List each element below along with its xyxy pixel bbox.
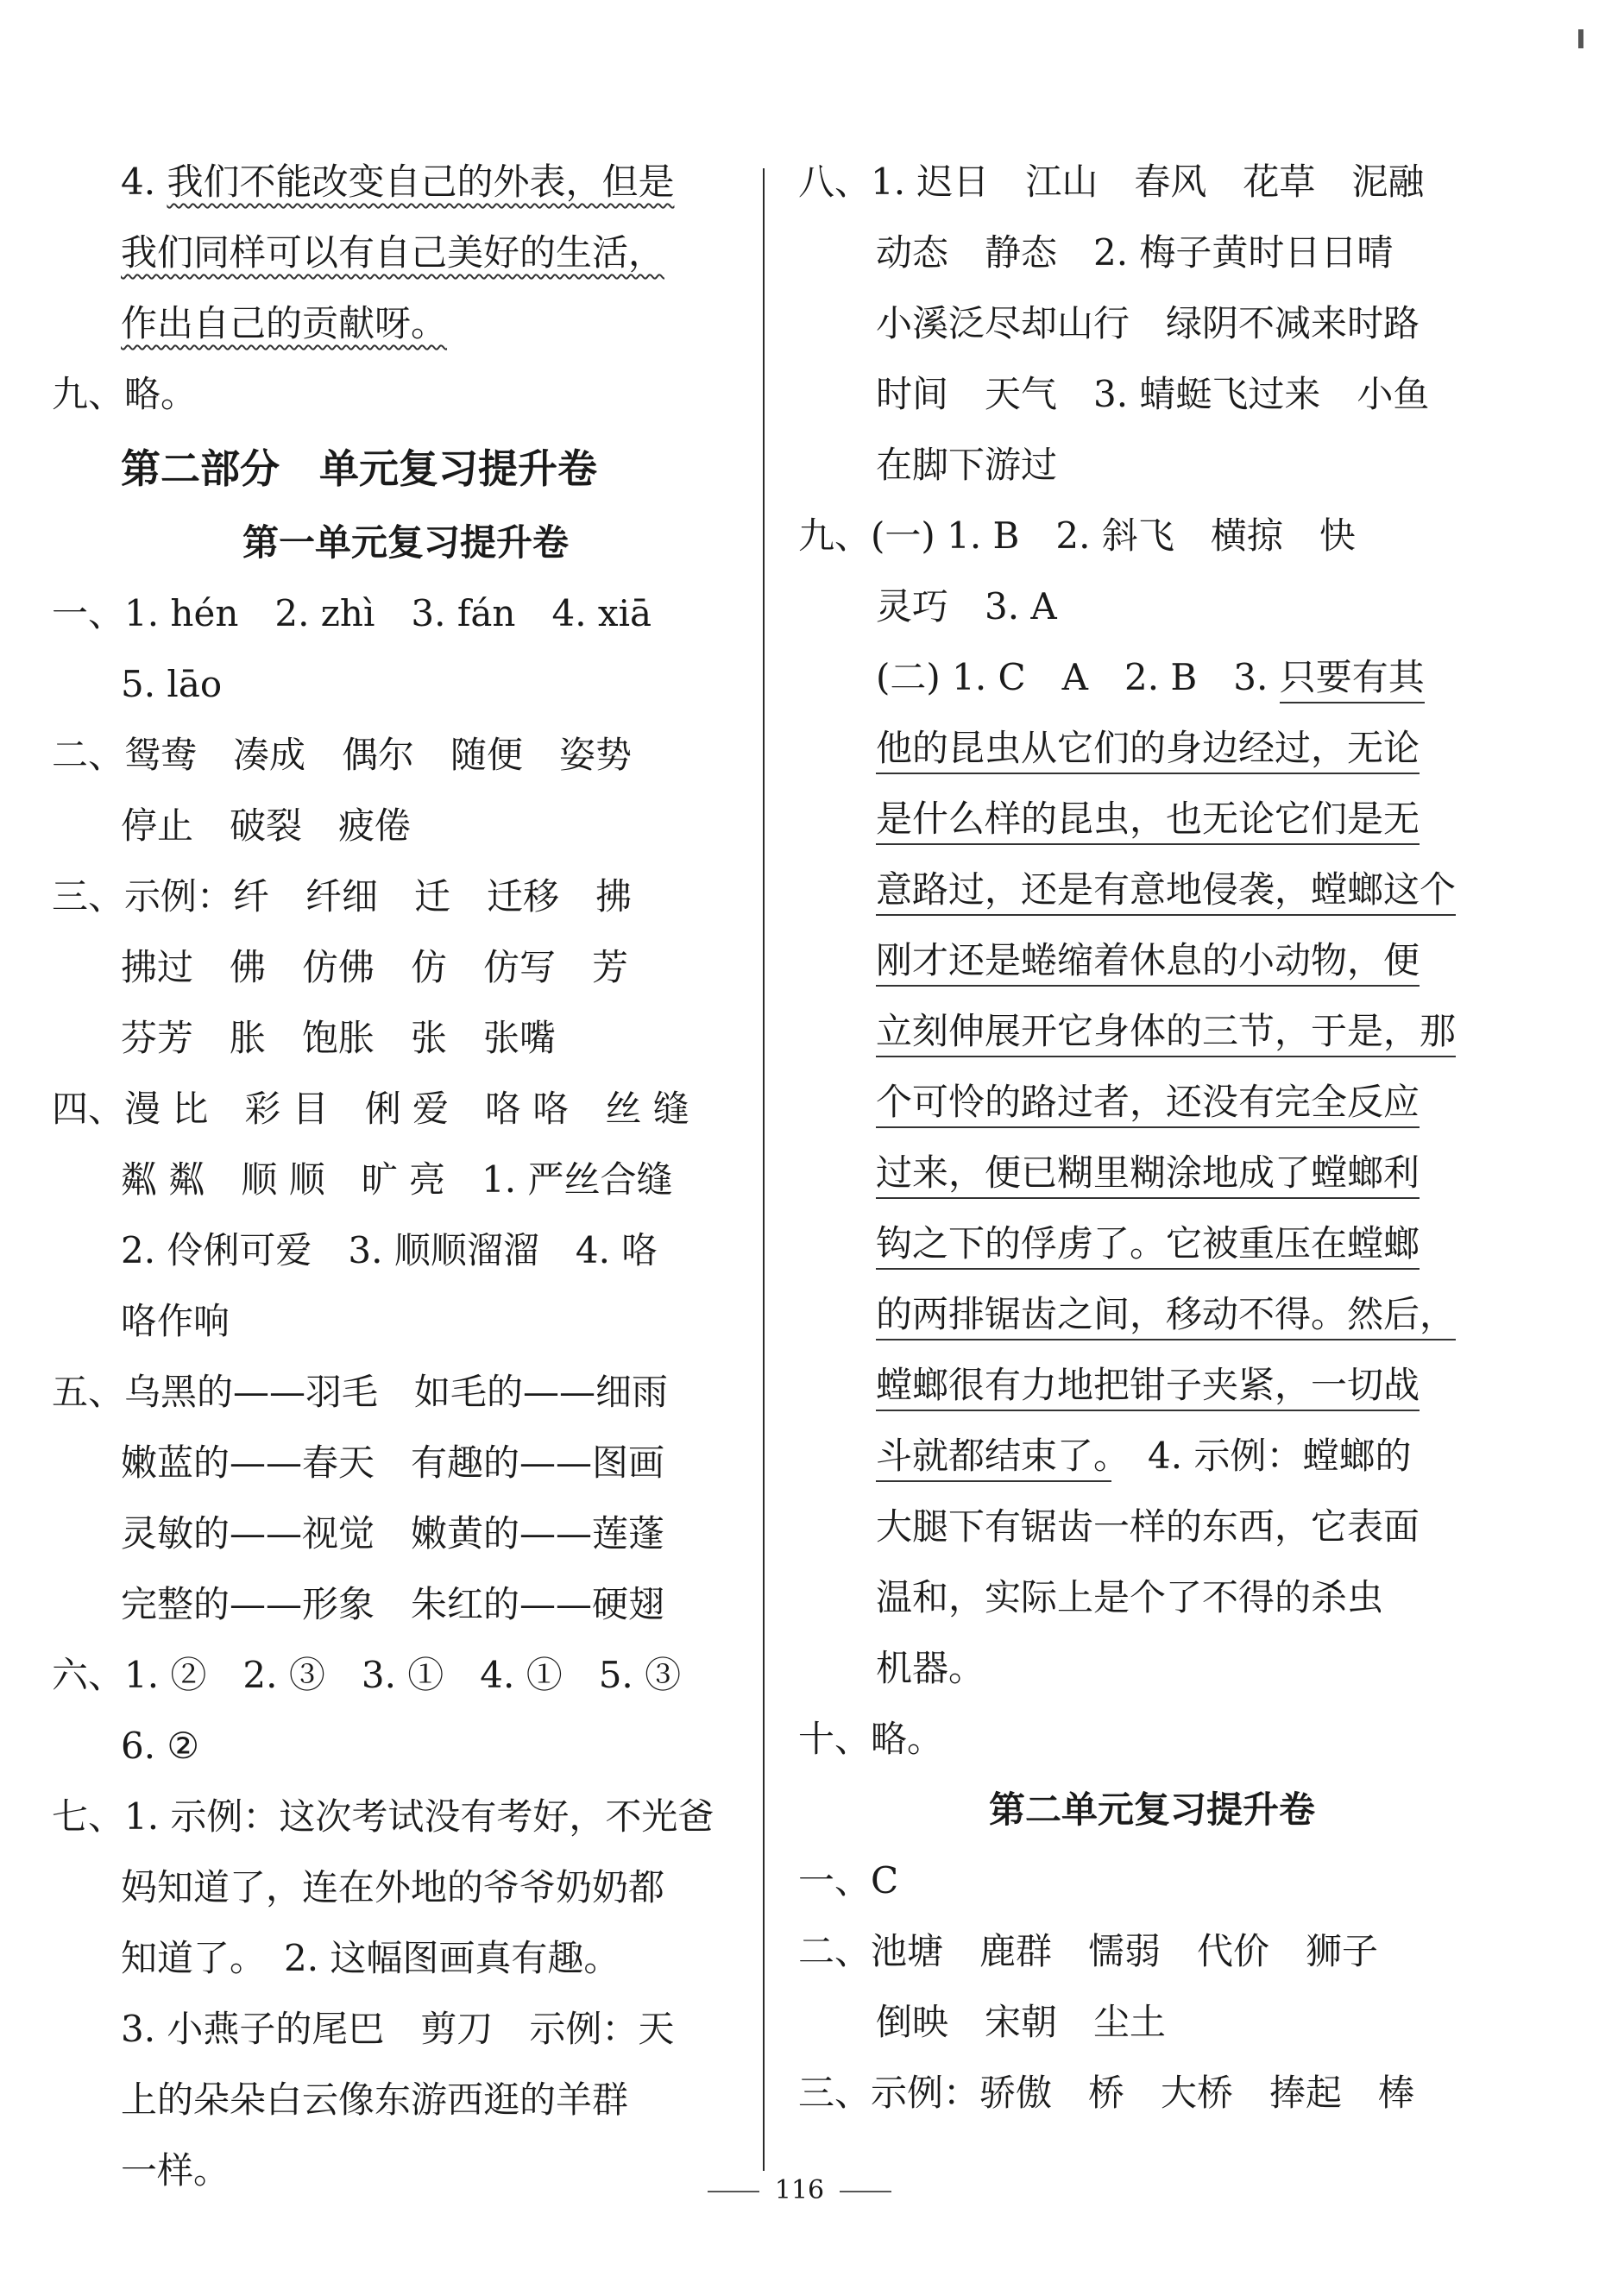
answer-line: 个可怜的路过者，还没有完全反应 <box>798 1067 1480 1138</box>
answer-line: 停止 破裂 疲倦 <box>121 804 412 847</box>
answer-line: 四、漫 比 彩 目 俐 爱 咯 咯 丝 缝 <box>52 1088 689 1130</box>
answer-line: 七、1. 示例：这次考试没有考好，不光爸 <box>52 1795 715 1838</box>
answer-line: 斗就都结束了。 4. 示例：螳螂的 <box>798 1421 1480 1492</box>
answer-line: 完整的——形象 朱红的——硬翅 <box>121 1583 665 1625</box>
answer-line: 上的朵朵白云像东游西逛的羊群 <box>121 2078 629 2121</box>
column-divider <box>763 168 765 2171</box>
answer-line: 灵巧 3. A <box>876 585 1057 628</box>
answer-line: 小溪泛尽却山行 绿阴不减来时路 <box>876 302 1420 344</box>
answer-line: 一、C <box>798 1859 899 1902</box>
corner-mark <box>1578 29 1583 48</box>
answer-line: 刚才还是蜷缩着休息的小动物，便 <box>798 925 1480 996</box>
answer-line: 六、1. ② 2. ③ 3. ① 4. ① 5. ③ <box>52 1654 682 1696</box>
answer-line: 的两排锯齿之间，移动不得。然后， <box>798 1279 1480 1350</box>
answer-line: 6. ② <box>121 1725 200 1767</box>
answer-line: 3. 小燕子的尾巴 剪刀 示例：天 <box>121 2008 675 2050</box>
answer-line: 拂过 佛 仿佛 仿 仿写 芳 <box>121 946 629 988</box>
answer-line: 过来，便已糊里糊涂地成了螳螂利 <box>798 1138 1480 1208</box>
answer-line: 咯作响 <box>121 1300 230 1342</box>
answer-line: 粼 粼 顺 顺 旷 亮 1. 严丝合缝 <box>121 1158 673 1201</box>
answer-line: 五、乌黑的——羽毛 如毛的——细雨 <box>52 1371 669 1413</box>
answer-line: 动态 静态 2. 梅子黄时日日晴 <box>876 231 1394 274</box>
answer-line: 机器。 <box>876 1647 985 1689</box>
answer-line: 灵敏的——视觉 嫩黄的——莲蓬 <box>121 1512 665 1555</box>
answer-line: 九、略。 <box>52 373 198 415</box>
answer-line: 八、1. 迟日 江山 春风 花草 泥融 <box>798 161 1425 203</box>
answer-line: 芬芳 胀 饱胀 张 张嘴 <box>121 1017 557 1059</box>
page-number: 116 <box>774 2175 825 2205</box>
answer-line: 钩之下的俘虏了。它被重压在螳螂 <box>798 1208 1480 1279</box>
answer-line: 嫩蓝的——春天 有趣的——图画 <box>121 1441 665 1484</box>
answer-line: 5. lāo <box>121 663 223 705</box>
answer-line: 他的昆虫从它们的身边经过，无论 <box>798 713 1480 784</box>
answer-line: 妈知道了，连在外地的爷爷奶奶都 <box>121 1866 665 1908</box>
answer-line: 在脚下游过 <box>876 444 1058 486</box>
answer-line: 二、池塘 鹿群 懦弱 代价 狮子 <box>798 1930 1379 1972</box>
answer-line: 作出自己的贡献呀。 <box>121 302 448 344</box>
answer-line: 三、示例：纤 纤细 迁 迁移 拂 <box>52 875 633 918</box>
answer-line: (二) 1. C A 2. B 3. 只要有其 <box>798 642 1480 713</box>
part-title: 第二部分 单元复习提升卷 <box>121 445 597 492</box>
answer-line: 大腿下有锯齿一样的东西，它表面 <box>876 1505 1420 1548</box>
answer-line: 一、1. hén 2. zhì 3. fán 4. xiā <box>52 592 652 634</box>
answer-line: 温和，实际上是个了不得的杀虫 <box>876 1576 1384 1618</box>
answer-line: 立刻伸展开它身体的三节，于是，那 <box>798 996 1480 1067</box>
answer-line: 2. 伶俐可爱 3. 顺顺溜溜 4. 咯 <box>121 1229 658 1271</box>
page-footer <box>0 2175 1599 2205</box>
answer-line: 螳螂很有力地把钳子夹紧，一切战 <box>798 1350 1480 1421</box>
unit-title: 第一单元复习提升卷 <box>242 521 569 564</box>
answer-line: 三、示例：骄傲 桥 大桥 捧起 棒 <box>798 2072 1415 2114</box>
answer-line: 意路过，还是有意地侵袭，螳螂这个 <box>798 855 1480 925</box>
answer-line: 九、(一) 1. B 2. 斜飞 横掠 快 <box>798 514 1356 557</box>
answer-line: 十、略。 <box>798 1718 944 1760</box>
unit-title: 第二单元复习提升卷 <box>988 1788 1315 1831</box>
answer-line: 一样。 <box>121 2149 230 2192</box>
answer-line: 时间 天气 3. 蜻蜓飞过来 小鱼 <box>876 373 1430 415</box>
answer-line: 二、鸳鸯 凑成 偶尔 随便 姿势 <box>52 734 633 776</box>
answer-line: 知道了。 2. 这幅图画真有趣。 <box>121 1937 620 1979</box>
left-column <box>52 147 733 2206</box>
answer-line: 我们同样可以有自己美好的生活， <box>121 231 665 274</box>
right-column <box>798 147 1480 2129</box>
answer-line: 是什么样的昆虫，也无论它们是无 <box>798 784 1480 855</box>
answer-line: 4. 我们不能改变自己的外表，但是 <box>121 161 675 203</box>
answer-line: 倒映 宋朝 尘土 <box>876 2001 1167 2043</box>
